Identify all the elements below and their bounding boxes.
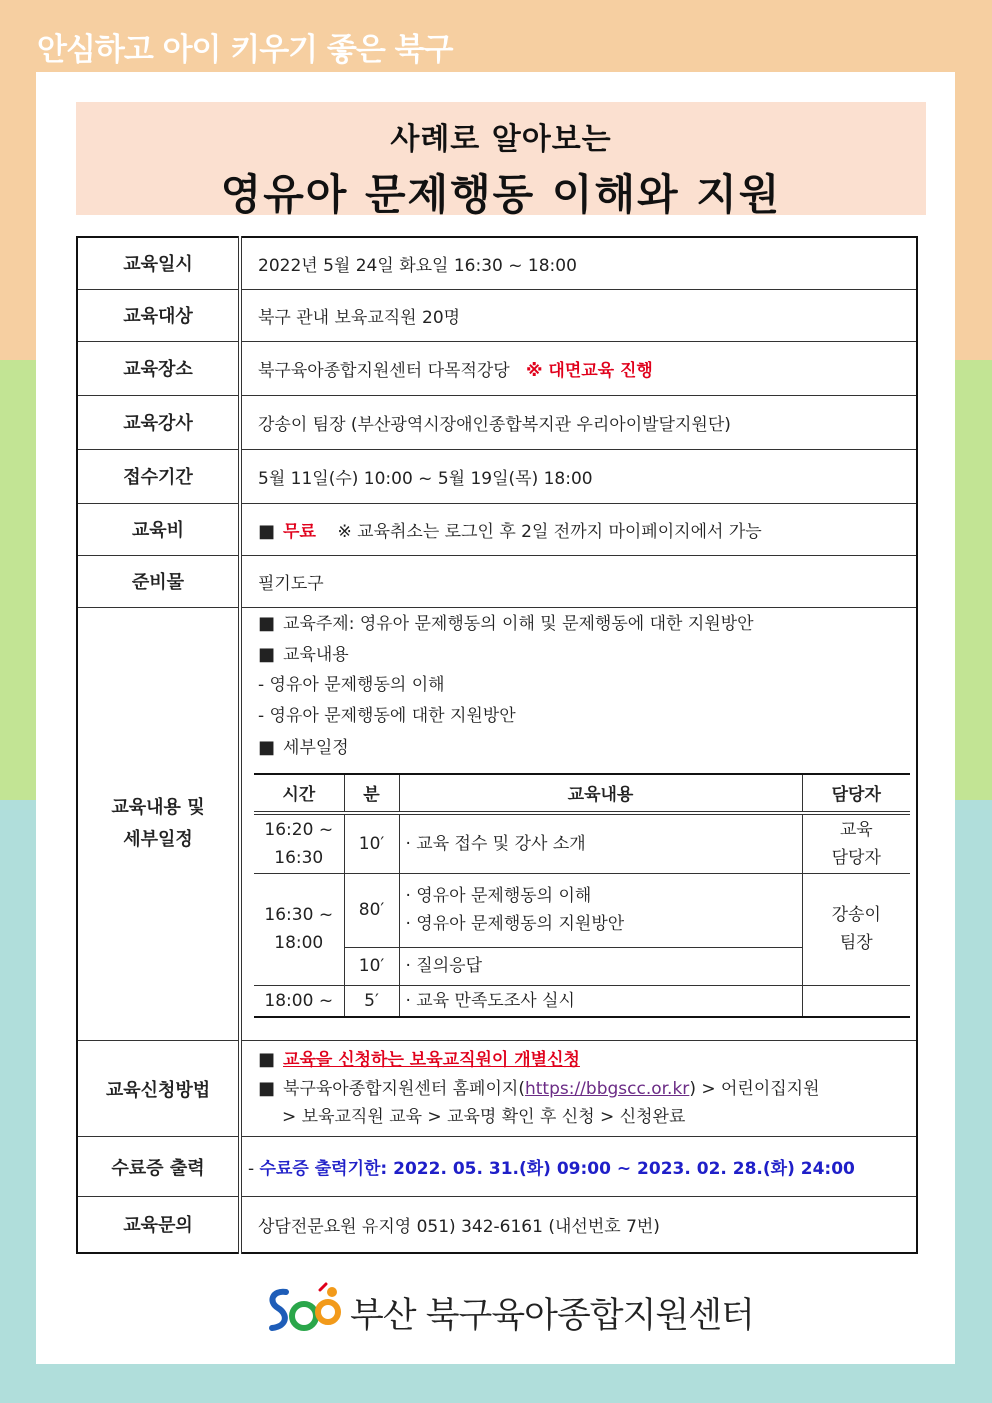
content-topic (258, 608, 900, 639)
label-certificate: 수료증 출력 (77, 1137, 240, 1197)
schedule-time: 18:00 ~ (254, 985, 344, 1017)
fee-note: ※ 교육취소는 로그인 후 2일 전까지 마이페이지에서 가능 (337, 521, 762, 542)
row-period (77, 449, 917, 503)
row-apply (77, 1041, 917, 1137)
label-supplies: 준비물 (77, 555, 240, 607)
value-apply (240, 1041, 917, 1137)
topic-text: 교육주제: 영유아 문제행동의 이해 및 문제행동에 대한 지원방안 (283, 613, 754, 634)
label-lecturer: 교육강사 (77, 395, 240, 449)
schedule-title-text: 세부일정 (283, 737, 349, 758)
value-supplies: 필기도구 (240, 555, 917, 607)
schedule-time (254, 813, 344, 874)
schedule-content: · 교육 접수 및 강사 소개 (399, 813, 802, 874)
value-period: 5월 11일(수) 10:00 ~ 5월 19일(목) 18:00 (240, 449, 917, 503)
apply-line2 (258, 1074, 900, 1103)
square-bullet-icon: ■ (258, 643, 276, 665)
schedule-time-end: 16:30 (274, 847, 324, 868)
schedule-row (254, 985, 910, 1017)
schedule-time-start: 16:30 ~ (264, 905, 334, 925)
content-title-text: 교육내용 (283, 644, 349, 665)
schedule-content: · 질의응답 (399, 947, 802, 985)
label-date: 교육일시 (77, 237, 240, 289)
schedule-time-start: 16:20 ~ (264, 819, 334, 840)
apply-line2-post: ) > 어린이집지원 (689, 1079, 820, 1099)
label-target: 교육대상 (77, 289, 240, 341)
apply-line1 (258, 1045, 900, 1074)
row-fee (77, 503, 917, 555)
place-note: ※ 대면교육 진행 (525, 360, 653, 381)
value-place (240, 341, 917, 395)
value-target: 북구 관내 보육교직원 20명 (240, 289, 917, 341)
info-table (76, 236, 918, 1254)
fee-free: 무료 (283, 521, 316, 542)
schedule-time (254, 873, 344, 985)
row-place (77, 341, 917, 395)
label-place: 교육장소 (77, 341, 240, 395)
title-main: 영유아 문제행동 이해와 지원 (220, 170, 782, 219)
value-date: 2022년 5월 24일 화요일 16:30 ~ 18:00 (240, 237, 917, 289)
value-certificate (240, 1137, 917, 1197)
label-apply: 교육신청방법 (77, 1041, 240, 1137)
footer-org-name: 부산 북구육아종합지원센터 (350, 1296, 754, 1336)
schedule-person-line2: 담당자 (831, 847, 881, 868)
schedule-min: 80′ (344, 873, 399, 947)
label-period: 접수기간 (77, 449, 240, 503)
center-logo-icon (262, 1282, 344, 1338)
row-supplies (77, 555, 917, 607)
content-item-1: - 영유아 문제행동의 이해 (258, 674, 445, 695)
schedule-min: 10′ (344, 947, 399, 985)
schedule-person-line1: 교육 (839, 819, 873, 840)
square-bullet-icon: ■ (258, 1049, 276, 1070)
label-content-line1: 교육내용 및 (111, 796, 205, 818)
certificate-dash: - (248, 1159, 255, 1179)
row-inquiry (77, 1197, 917, 1253)
label-inquiry: 교육문의 (77, 1197, 240, 1253)
row-target (77, 289, 917, 341)
schedule-min: 5′ (344, 985, 399, 1017)
schedule-person (802, 985, 910, 1017)
schedule-header-time: 시간 (254, 774, 344, 813)
square-bullet-icon: ■ (258, 736, 276, 758)
schedule-content: · 교육 만족도조사 실시 (399, 985, 802, 1017)
label-fee: 교육비 (77, 503, 240, 555)
schedule-time-end: 18:00 (274, 933, 324, 953)
row-lecturer (77, 395, 917, 449)
schedule-person (802, 873, 910, 985)
schedule-header-min: 분 (344, 774, 399, 813)
slogan: 안심하고 아이 키우기 좋은 북구 (37, 32, 453, 68)
schedule-person-line1: 강송이 (831, 905, 881, 925)
square-bullet-icon: ■ (258, 520, 276, 542)
homepage-link[interactable]: https://bbgscc.or.kr (524, 1079, 690, 1099)
value-fee (240, 503, 917, 555)
schedule-content-line2: · 영유아 문제행동의 지원방안 (405, 914, 625, 934)
schedule-content-line1: · 영유아 문제행동의 이해 (405, 886, 592, 906)
schedule-person (802, 813, 910, 874)
schedule-header-content: 교육내용 (399, 774, 802, 813)
apply-line1-text: 교육을 신청하는 보육교직원이 개별신청 (283, 1050, 580, 1070)
place-name: 북구육아종합지원센터 다목적강당 (258, 360, 510, 381)
schedule-header-person: 담당자 (802, 774, 910, 813)
square-bullet-icon: ■ (258, 612, 276, 634)
schedule-content (399, 873, 802, 947)
content-title (258, 639, 900, 670)
title-subtitle: 사례로 알아보는 (390, 122, 612, 157)
value-lecturer: 강송이 팀장 (부산광역시장애인종합복지관 우리아이발달지원단) (240, 395, 917, 449)
footer (262, 1282, 754, 1342)
title-box (76, 102, 926, 219)
schedule-row (254, 873, 910, 947)
value-content (240, 607, 917, 1041)
schedule-table (254, 773, 910, 1019)
certificate-period: 수료증 출력기한: 2022. 05. 31.(화) 09:00 ~ 2023. 02. 28.(화) 24:00 (259, 1159, 855, 1179)
row-certificate (77, 1137, 917, 1197)
content-item-2: - 영유아 문제행동에 대한 지원방안 (258, 705, 516, 726)
label-content (77, 607, 240, 1041)
schedule-min: 10′ (344, 813, 399, 874)
square-bullet-icon: ■ (258, 1078, 276, 1099)
schedule-person-line2: 팀장 (839, 933, 873, 953)
row-content (77, 607, 917, 1041)
apply-line3: > 보육교직원 교육 > 교육명 확인 후 신청 > 신청완료 (282, 1107, 686, 1127)
label-content-line2: 세부일정 (123, 828, 193, 850)
value-inquiry: 상담전문요원 유지영 051) 342-6161 (내선번호 7번) (240, 1197, 917, 1253)
apply-line2-pre: 북구육아종합지원센터 홈페이지( (283, 1079, 525, 1099)
row-date (77, 237, 917, 289)
paper (36, 72, 955, 1364)
schedule-row (254, 813, 910, 874)
schedule-title (258, 732, 900, 763)
